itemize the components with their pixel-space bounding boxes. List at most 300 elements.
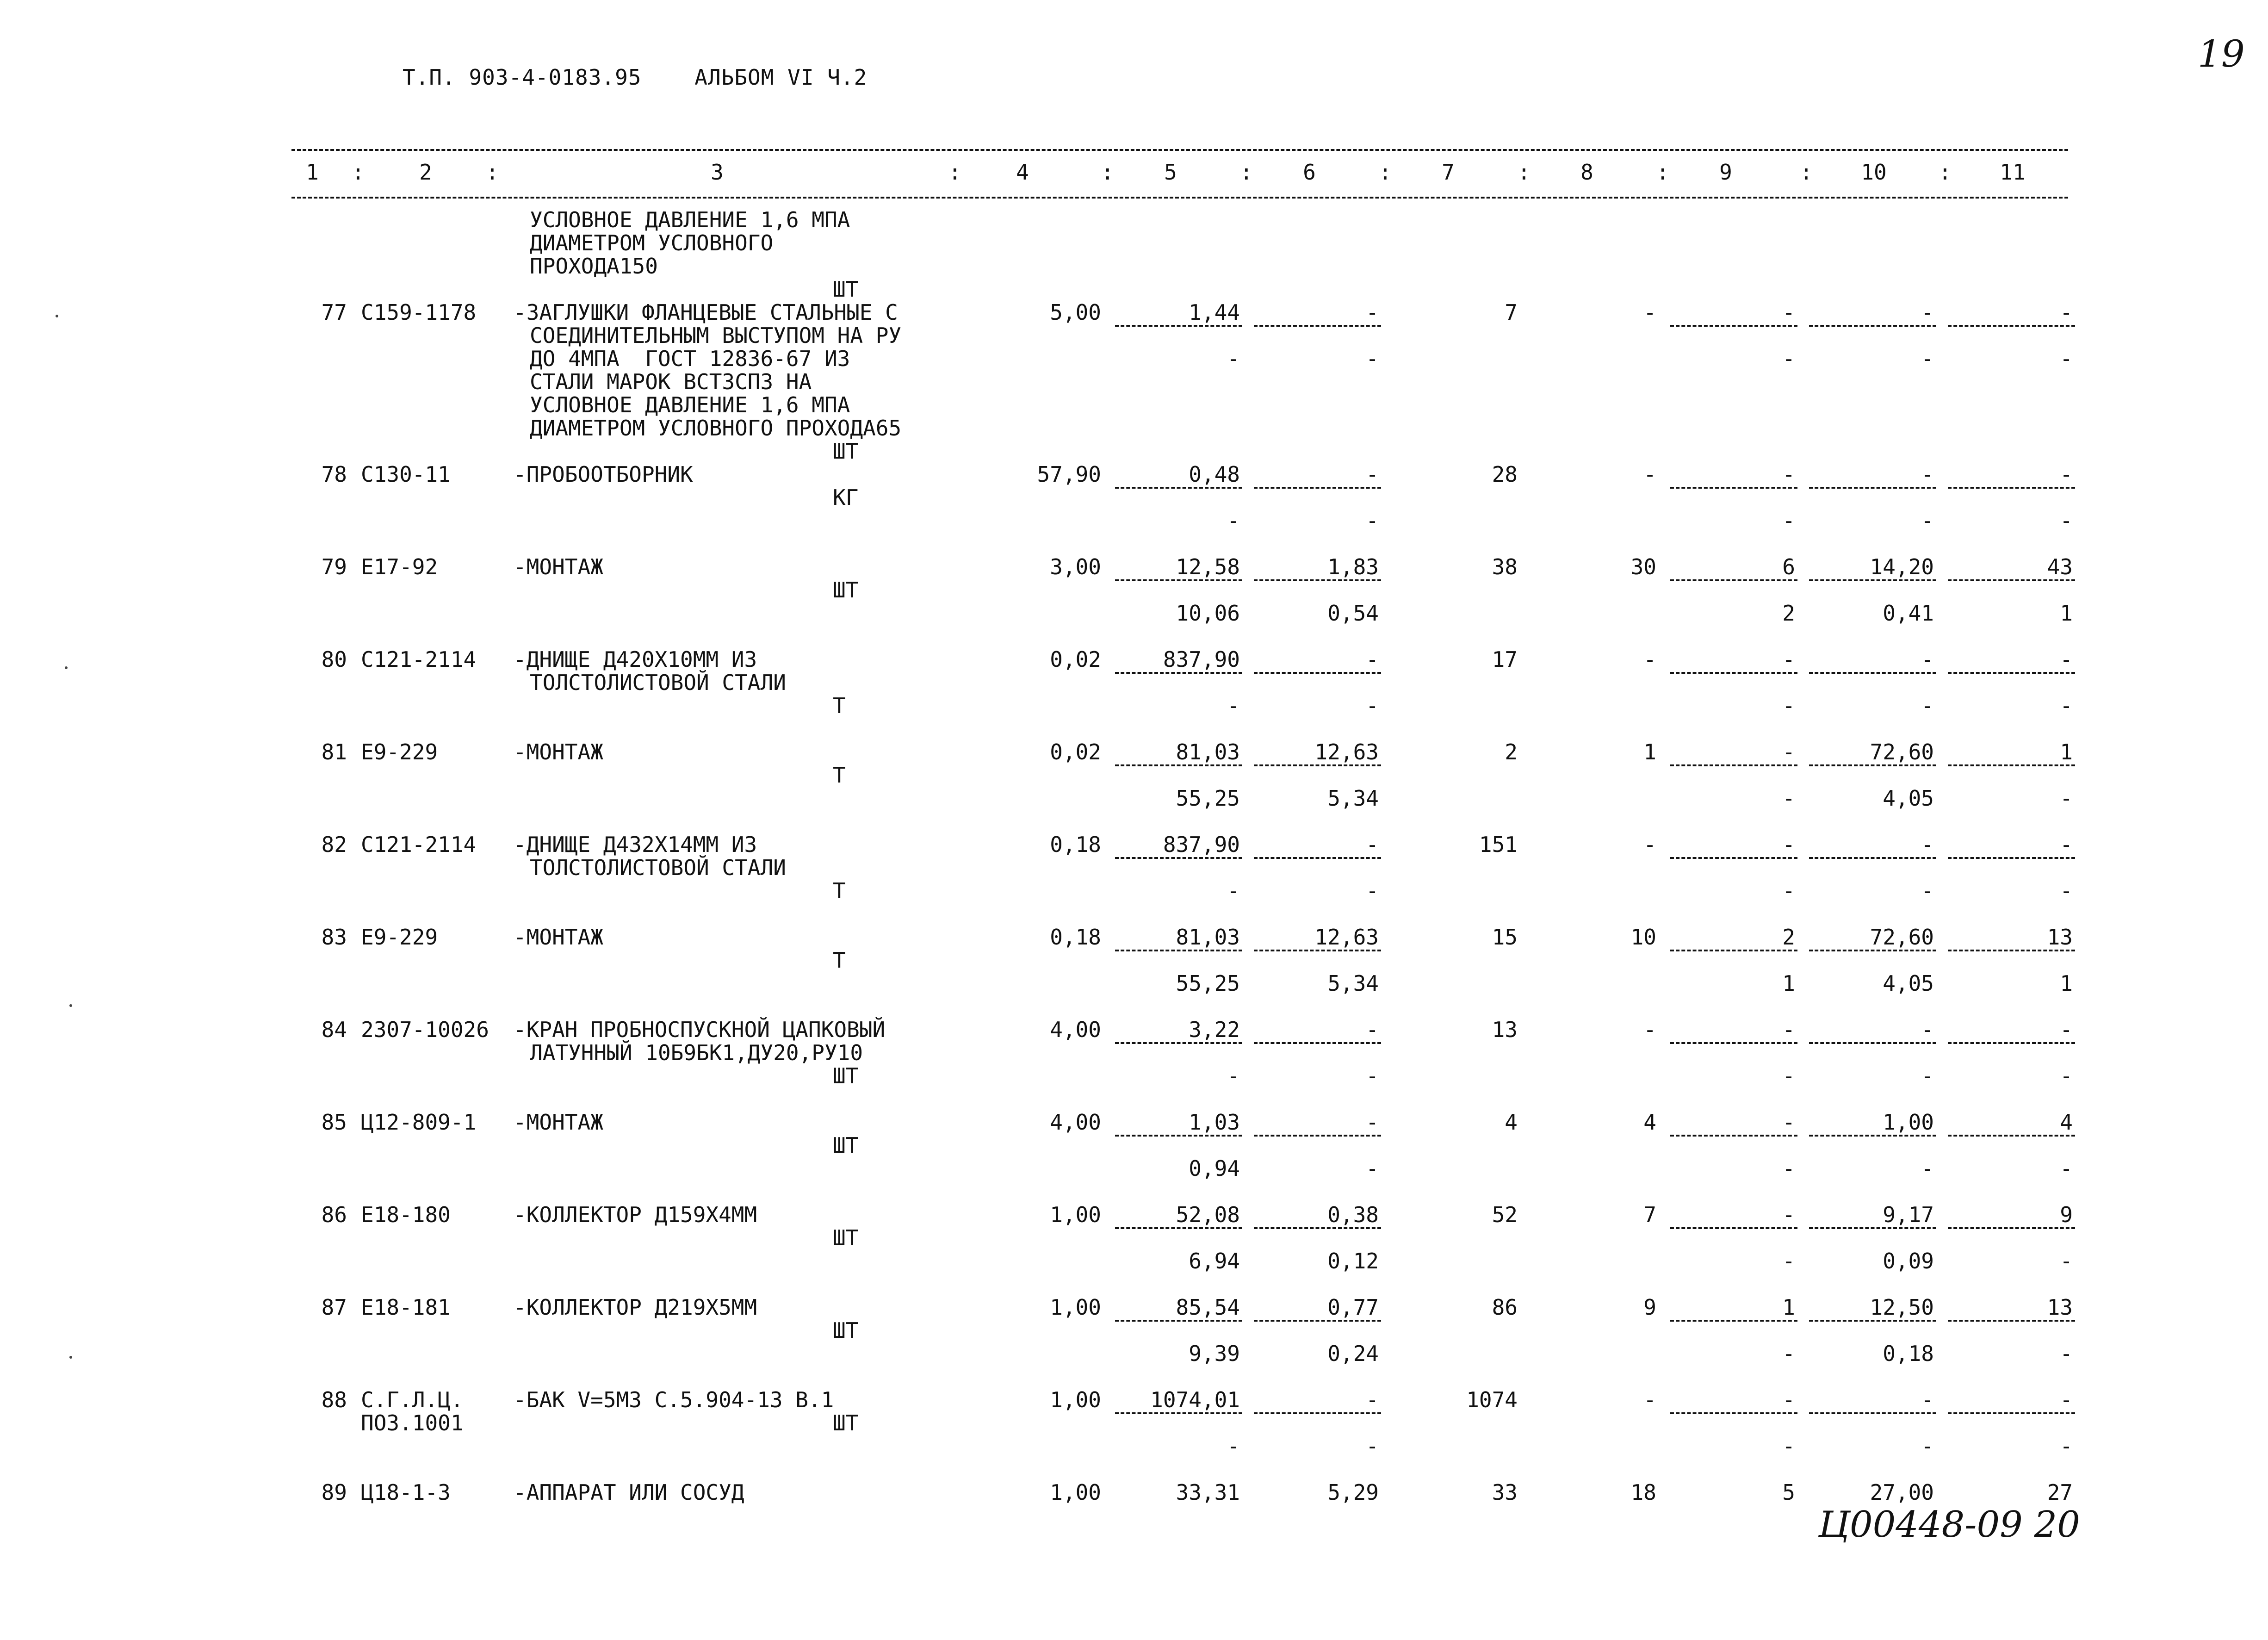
row-number: 88 [321, 1387, 347, 1412]
value-bottom-c9: - [1782, 1434, 1795, 1459]
value-c4: 4,00 [1050, 1017, 1101, 1042]
value-c6: - [1366, 647, 1379, 672]
value-bottom-c10: - [1921, 1063, 1934, 1088]
value-bottom-c10: 0,18 [1883, 1341, 1934, 1366]
value-c7: 28 [1492, 462, 1518, 487]
value-bottom-c5: 0,94 [1189, 1156, 1240, 1181]
value-c8: 4 [1643, 1110, 1656, 1135]
fraction-rule [1115, 579, 1242, 581]
row-number: 85 [321, 1110, 347, 1135]
value-c10: - [1921, 1017, 1934, 1042]
value-c5: 81,03 [1176, 925, 1240, 950]
column-separator: : [1240, 160, 1253, 185]
item-description: -БАК V=5М3 С.5.904-13 В.1 [514, 1387, 834, 1412]
value-c11: 27 [2047, 1480, 2073, 1505]
value-c10: 1,00 [1883, 1110, 1934, 1135]
value-c8: - [1643, 1017, 1656, 1042]
fraction-rule [1809, 325, 1936, 327]
value-bottom-c6: - [1366, 508, 1379, 533]
column-header-1: 1 [306, 160, 319, 185]
value-bottom-c9: - [1782, 1156, 1795, 1181]
resource-code: Ц18-1-3 [361, 1480, 451, 1505]
table-top-rule [291, 149, 2068, 151]
value-bottom-c5: - [1227, 878, 1240, 903]
unit-label: Т [833, 948, 846, 973]
value-c10: 27,00 [1870, 1480, 1934, 1505]
unit-label: ШТ [833, 439, 859, 464]
resource-code: Е9-229 [361, 925, 438, 950]
album-label: АЛЬБОМ VI Ч.2 [694, 65, 868, 90]
fraction-rule [1948, 579, 2075, 581]
value-bottom-c9: - [1782, 346, 1795, 371]
value-c5: 81,03 [1176, 739, 1240, 764]
value-c8: - [1643, 1387, 1656, 1412]
value-bottom-c11: 1 [2060, 971, 2073, 996]
value-c10: 14,20 [1870, 554, 1934, 579]
value-c7: 52 [1492, 1202, 1518, 1227]
value-c9: 1 [1782, 1295, 1795, 1320]
value-bottom-c10: 4,05 [1883, 971, 1934, 996]
value-bottom-c11: - [2060, 1063, 2073, 1088]
value-bottom-c6: - [1366, 346, 1379, 371]
resource-code: С130-11 [361, 462, 451, 487]
fraction-rule [1254, 1412, 1381, 1414]
fraction-rule [1115, 1135, 1242, 1137]
resource-code: С159-1178 [361, 300, 477, 325]
column-header-11: 11 [2000, 160, 2026, 185]
fraction-rule [1254, 1227, 1381, 1229]
value-bottom-c9: - [1782, 693, 1795, 718]
column-header-5: 5 [1164, 160, 1177, 185]
fraction-rule [1115, 764, 1242, 766]
value-c9: - [1782, 647, 1795, 672]
fraction-rule [1254, 950, 1381, 951]
page-number: 19 [2198, 32, 2245, 75]
column-header-3: 3 [711, 160, 724, 185]
value-c11: 43 [2047, 554, 2073, 579]
fraction-rule [1670, 764, 1797, 766]
value-c8: - [1643, 300, 1656, 325]
document-header [403, 65, 867, 90]
value-bottom-c10: 0,09 [1883, 1249, 1934, 1273]
value-c6: - [1366, 462, 1379, 487]
value-c4: 4,00 [1050, 1110, 1101, 1135]
value-bottom-c6: - [1366, 1434, 1379, 1459]
fraction-rule [1670, 579, 1797, 581]
row-number: 80 [321, 647, 347, 672]
fraction-rule [1809, 1227, 1936, 1229]
value-bottom-c10: - [1921, 693, 1934, 718]
fraction-rule [1115, 325, 1242, 327]
value-bottom-c9: - [1782, 508, 1795, 533]
item-description: -ДНИЩЕ Д432Х14ММ ИЗ [514, 832, 757, 857]
value-bottom-c5: 10,06 [1176, 601, 1240, 626]
resource-code: 2307-10026 [361, 1017, 489, 1042]
fraction-rule [1670, 1227, 1797, 1229]
value-c5: 85,54 [1176, 1295, 1240, 1320]
column-separator: : [948, 160, 961, 185]
item-description: ТОЛСТОЛИСТОВОЙ СТАЛИ [530, 855, 786, 880]
value-c9: - [1782, 832, 1795, 857]
fraction-rule [1948, 1412, 2075, 1414]
value-bottom-c11: - [2060, 786, 2073, 811]
unit-label: Т [833, 763, 846, 788]
item-description: -КРАН ПРОБНОСПУСКНОЙ ЦАПКОВЫЙ [514, 1017, 886, 1042]
resource-code: Е17-92 [361, 554, 438, 579]
value-c8: - [1643, 462, 1656, 487]
item-description: -МОНТАЖ [514, 554, 603, 579]
fraction-rule [1670, 857, 1797, 859]
column-separator: : [1101, 160, 1114, 185]
value-c5: 52,08 [1176, 1202, 1240, 1227]
fraction-rule [1670, 950, 1797, 951]
row-number: 83 [321, 925, 347, 950]
value-bottom-c6: 0,54 [1327, 601, 1379, 626]
unit-label: ШТ [833, 1318, 859, 1343]
value-c4: 5,00 [1050, 300, 1101, 325]
value-c6: - [1366, 1110, 1379, 1135]
row-number: 82 [321, 832, 347, 857]
value-c11: 13 [2047, 925, 2073, 950]
fraction-rule [1809, 672, 1936, 674]
value-c6: 12,63 [1314, 925, 1379, 950]
table-header-rule [291, 197, 2068, 199]
value-c7: 7 [1505, 300, 1518, 325]
value-bottom-c10: - [1921, 346, 1934, 371]
value-bottom-c9: 2 [1782, 601, 1795, 626]
unit-label: ШТ [833, 578, 859, 603]
value-c5: 837,90 [1163, 647, 1240, 672]
value-c9: - [1782, 300, 1795, 325]
value-bottom-c9: - [1782, 878, 1795, 903]
column-separator: : [1800, 160, 1813, 185]
fraction-rule [1809, 764, 1936, 766]
value-c5: 0,48 [1189, 462, 1240, 487]
resource-code: С.Г.Л.Ц. [361, 1387, 464, 1412]
value-c9: - [1782, 739, 1795, 764]
value-bottom-c11: - [2060, 1156, 2073, 1181]
value-c6: - [1366, 832, 1379, 857]
column-header-9: 9 [1719, 160, 1732, 185]
row-number: 77 [321, 300, 347, 325]
column-separator: : [1518, 160, 1531, 185]
value-c4: 0,18 [1050, 832, 1101, 857]
value-c11: 9 [2060, 1202, 2073, 1227]
value-c9: - [1782, 1110, 1795, 1135]
item-description: -ДНИЩЕ Д420Х10ММ ИЗ [514, 647, 757, 672]
value-bottom-c6: 5,34 [1327, 786, 1379, 811]
column-header-8: 8 [1580, 160, 1593, 185]
value-c4: 3,00 [1050, 554, 1101, 579]
description-continuation: УСЛОВНОЕ ДАВЛЕНИЕ 1,6 МПА [530, 207, 850, 232]
value-c4: 0,02 [1050, 647, 1101, 672]
value-c8: 1 [1643, 739, 1656, 764]
description-continuation: ДИАМЕТРОМ УСЛОВНОГО [530, 230, 774, 255]
fraction-rule [1254, 857, 1381, 859]
value-c11: 1 [2060, 739, 2073, 764]
value-bottom-c10: - [1921, 1156, 1934, 1181]
row-number: 87 [321, 1295, 347, 1320]
fraction-rule [1670, 487, 1797, 489]
value-bottom-c6: - [1366, 878, 1379, 903]
unit-label: Т [833, 693, 846, 718]
row-number: 89 [321, 1480, 347, 1505]
value-bottom-c6: - [1366, 1156, 1379, 1181]
row-number: 81 [321, 739, 347, 764]
value-c10: 72,60 [1870, 739, 1934, 764]
value-bottom-c11: - [2060, 693, 2073, 718]
fraction-rule [1115, 1042, 1242, 1044]
row-number: 79 [321, 554, 347, 579]
fraction-rule [1948, 1320, 2075, 1322]
value-c7: 17 [1492, 647, 1518, 672]
value-c5: 1,44 [1189, 300, 1240, 325]
value-c10: 12,50 [1870, 1295, 1934, 1320]
value-c11: - [2060, 1017, 2073, 1042]
value-bottom-c9: 1 [1782, 971, 1795, 996]
value-bottom-c9: - [1782, 1063, 1795, 1088]
value-bottom-c11: - [2060, 346, 2073, 371]
row-number: 78 [321, 462, 347, 487]
fraction-rule [1948, 1135, 2075, 1137]
column-separator: : [1379, 160, 1392, 185]
value-c6: 1,83 [1327, 554, 1379, 579]
value-bottom-c6: 5,34 [1327, 971, 1379, 996]
fraction-rule [1809, 487, 1936, 489]
unit-label: КГ [833, 485, 859, 510]
unit-label: ШТ [833, 1063, 859, 1088]
item-description: -ЗАГЛУШКИ ФЛАНЦЕВЫЕ СТАЛЬНЫЕ С [514, 300, 898, 325]
fraction-rule [1115, 1320, 1242, 1322]
value-c7: 4 [1505, 1110, 1518, 1135]
item-description: ДО 4МПА ГОСТ 12836-67 ИЗ [530, 346, 850, 371]
row-number: 84 [321, 1017, 347, 1042]
value-c5: 3,22 [1189, 1017, 1240, 1042]
scan-speck [56, 315, 58, 317]
item-description: -МОНТАЖ [514, 739, 603, 764]
value-c11: - [2060, 647, 2073, 672]
value-c7: 13 [1492, 1017, 1518, 1042]
value-bottom-c10: 4,05 [1883, 786, 1934, 811]
item-description: -КОЛЛЕКТОР Д159Х4ММ [514, 1202, 757, 1227]
value-bottom-c11: 1 [2060, 601, 2073, 626]
value-bottom-c6: - [1366, 693, 1379, 718]
value-c6: 0,77 [1327, 1295, 1379, 1320]
column-header-6: 6 [1303, 160, 1316, 185]
value-c10: 9,17 [1883, 1202, 1934, 1227]
value-c11: - [2060, 462, 2073, 487]
value-bottom-c5: - [1227, 508, 1240, 533]
value-c9: - [1782, 1202, 1795, 1227]
item-description: ЛАТУННЫЙ 10Б9БК1,ДУ20,РУ10 [530, 1040, 863, 1065]
fraction-rule [1948, 857, 2075, 859]
column-separator: : [1939, 160, 1952, 185]
fraction-rule [1254, 487, 1381, 489]
value-c7: 33 [1492, 1480, 1518, 1505]
value-bottom-c6: 0,12 [1327, 1249, 1379, 1273]
fraction-rule [1809, 1135, 1936, 1137]
description-continuation: ПРОХОДА150 [530, 254, 658, 279]
value-c10: - [1921, 647, 1934, 672]
resource-code: Е9-229 [361, 739, 438, 764]
value-bottom-c11: - [2060, 1249, 2073, 1273]
value-c9: 5 [1782, 1480, 1795, 1505]
item-description: ДИАМЕТРОМ УСЛОВНОГО ПРОХОДА65 [530, 416, 902, 441]
value-bottom-c6: 0,24 [1327, 1341, 1379, 1366]
value-bottom-c10: - [1921, 1434, 1934, 1459]
value-c8: 30 [1630, 554, 1656, 579]
fraction-rule [1254, 325, 1381, 327]
fraction-rule [1115, 950, 1242, 951]
item-description: -МОНТАЖ [514, 1110, 603, 1135]
fraction-rule [1254, 764, 1381, 766]
value-c4: 1,00 [1050, 1480, 1101, 1505]
project-code: Т.П. 903-4-0183.95 [403, 65, 642, 90]
value-c4: 0,18 [1050, 925, 1101, 950]
value-c5: 1,03 [1189, 1110, 1240, 1135]
value-c11: 13 [2047, 1295, 2073, 1320]
fraction-rule [1948, 672, 2075, 674]
value-c9: - [1782, 1017, 1795, 1042]
fraction-rule [1115, 672, 1242, 674]
fraction-rule [1948, 950, 2075, 951]
value-bottom-c11: - [2060, 1341, 2073, 1366]
fraction-rule [1254, 672, 1381, 674]
fraction-rule [1254, 1042, 1381, 1044]
value-c10: 72,60 [1870, 925, 1934, 950]
value-bottom-c5: - [1227, 693, 1240, 718]
value-bottom-c5: 6,94 [1189, 1249, 1240, 1273]
column-separator: : [486, 160, 499, 185]
value-c11: - [2060, 1387, 2073, 1412]
value-bottom-c9: - [1782, 1249, 1795, 1273]
value-c11: - [2060, 300, 2073, 325]
item-description: СТАЛИ МАРОК ВСТЗСПЗ НА [530, 369, 812, 394]
scan-speck [69, 1356, 72, 1359]
fraction-rule [1670, 1042, 1797, 1044]
value-c7: 151 [1479, 832, 1518, 857]
fraction-rule [1254, 1135, 1381, 1137]
unit-label: Т [833, 878, 846, 903]
value-bottom-c11: - [2060, 1434, 2073, 1459]
scan-speck [69, 1004, 72, 1007]
value-c4: 1,00 [1050, 1202, 1101, 1227]
item-description: УСЛОВНОЕ ДАВЛЕНИЕ 1,6 МПА [530, 392, 850, 417]
value-c4: 0,02 [1050, 739, 1101, 764]
fraction-rule [1809, 950, 1936, 951]
value-c11: - [2060, 832, 2073, 857]
value-bottom-c9: - [1782, 786, 1795, 811]
fraction-rule [1948, 325, 2075, 327]
fraction-rule [1115, 1227, 1242, 1229]
value-c7: 86 [1492, 1295, 1518, 1320]
resource-code-line2: ПОЗ.1001 [361, 1410, 464, 1435]
fraction-rule [1809, 579, 1936, 581]
item-description: -АППАРАТ ИЛИ СОСУД [514, 1480, 744, 1505]
value-c10: - [1921, 300, 1934, 325]
fraction-rule [1115, 857, 1242, 859]
fraction-rule [1670, 1135, 1797, 1137]
value-c5: 837,90 [1163, 832, 1240, 857]
value-bottom-c5: 55,25 [1176, 971, 1240, 996]
value-c6: 0,38 [1327, 1202, 1379, 1227]
item-description: -КОЛЛЕКТОР Д219Х5ММ [514, 1295, 757, 1320]
handwritten-stamp: Ц00448-09 20 [1818, 1504, 2080, 1546]
value-bottom-c10: - [1921, 878, 1934, 903]
column-header-4: 4 [1016, 160, 1029, 185]
item-description: СОЕДИНИТЕЛЬНЫМ ВЫСТУПОМ НА РУ [530, 323, 902, 348]
fraction-rule [1115, 1412, 1242, 1414]
fraction-rule [1670, 325, 1797, 327]
fraction-rule [1948, 1227, 2075, 1229]
item-description: ТОЛСТОЛИСТОВОЙ СТАЛИ [530, 670, 786, 695]
value-c5: 12,58 [1176, 554, 1240, 579]
fraction-rule [1809, 857, 1936, 859]
fraction-rule [1809, 1042, 1936, 1044]
value-c9: 6 [1782, 554, 1795, 579]
value-c7: 1074 [1466, 1387, 1518, 1412]
value-c9: - [1782, 462, 1795, 487]
resource-code: С121-2114 [361, 647, 477, 672]
value-c10: - [1921, 1387, 1934, 1412]
item-description: -МОНТАЖ [514, 925, 603, 950]
fraction-rule [1254, 1320, 1381, 1322]
value-bottom-c9: - [1782, 1341, 1795, 1366]
fraction-rule [1948, 764, 2075, 766]
fraction-rule [1809, 1320, 1936, 1322]
resource-code: Е18-180 [361, 1202, 451, 1227]
value-bottom-c5: 55,25 [1176, 786, 1240, 811]
value-c8: 7 [1643, 1202, 1656, 1227]
value-c10: - [1921, 462, 1934, 487]
resource-code: Ц12-809-1 [361, 1110, 477, 1135]
resource-code: Е18-181 [361, 1295, 451, 1320]
value-c6: - [1366, 1387, 1379, 1412]
value-c7: 38 [1492, 554, 1518, 579]
fraction-rule [1948, 487, 2075, 489]
value-c5: 1074,01 [1150, 1387, 1240, 1412]
unit-label: ШТ [833, 1410, 859, 1435]
fraction-rule [1254, 579, 1381, 581]
value-bottom-c5: - [1227, 1434, 1240, 1459]
value-c6: 5,29 [1327, 1480, 1379, 1505]
unit-label: ШТ [833, 1133, 859, 1158]
resource-code: С121-2114 [361, 832, 477, 857]
value-c9: - [1782, 1387, 1795, 1412]
fraction-rule [1670, 672, 1797, 674]
value-c8: - [1643, 832, 1656, 857]
value-c5: 33,31 [1176, 1480, 1240, 1505]
value-c8: 18 [1630, 1480, 1656, 1505]
fraction-rule [1670, 1320, 1797, 1322]
value-bottom-c11: - [2060, 878, 2073, 903]
value-c4: 57,90 [1037, 462, 1101, 487]
value-c4: 1,00 [1050, 1295, 1101, 1320]
fraction-rule [1115, 487, 1242, 489]
value-c6: - [1366, 1017, 1379, 1042]
fraction-rule [1670, 1412, 1797, 1414]
value-c9: 2 [1782, 925, 1795, 950]
value-bottom-c5: - [1227, 1063, 1240, 1088]
value-bottom-c10: - [1921, 508, 1934, 533]
value-c8: 10 [1630, 925, 1656, 950]
scan-speck [65, 666, 68, 669]
column-header-10: 10 [1861, 160, 1887, 185]
column-header-2: 2 [419, 160, 432, 185]
column-header-7: 7 [1442, 160, 1455, 185]
value-c10: - [1921, 832, 1934, 857]
value-c6: - [1366, 300, 1379, 325]
